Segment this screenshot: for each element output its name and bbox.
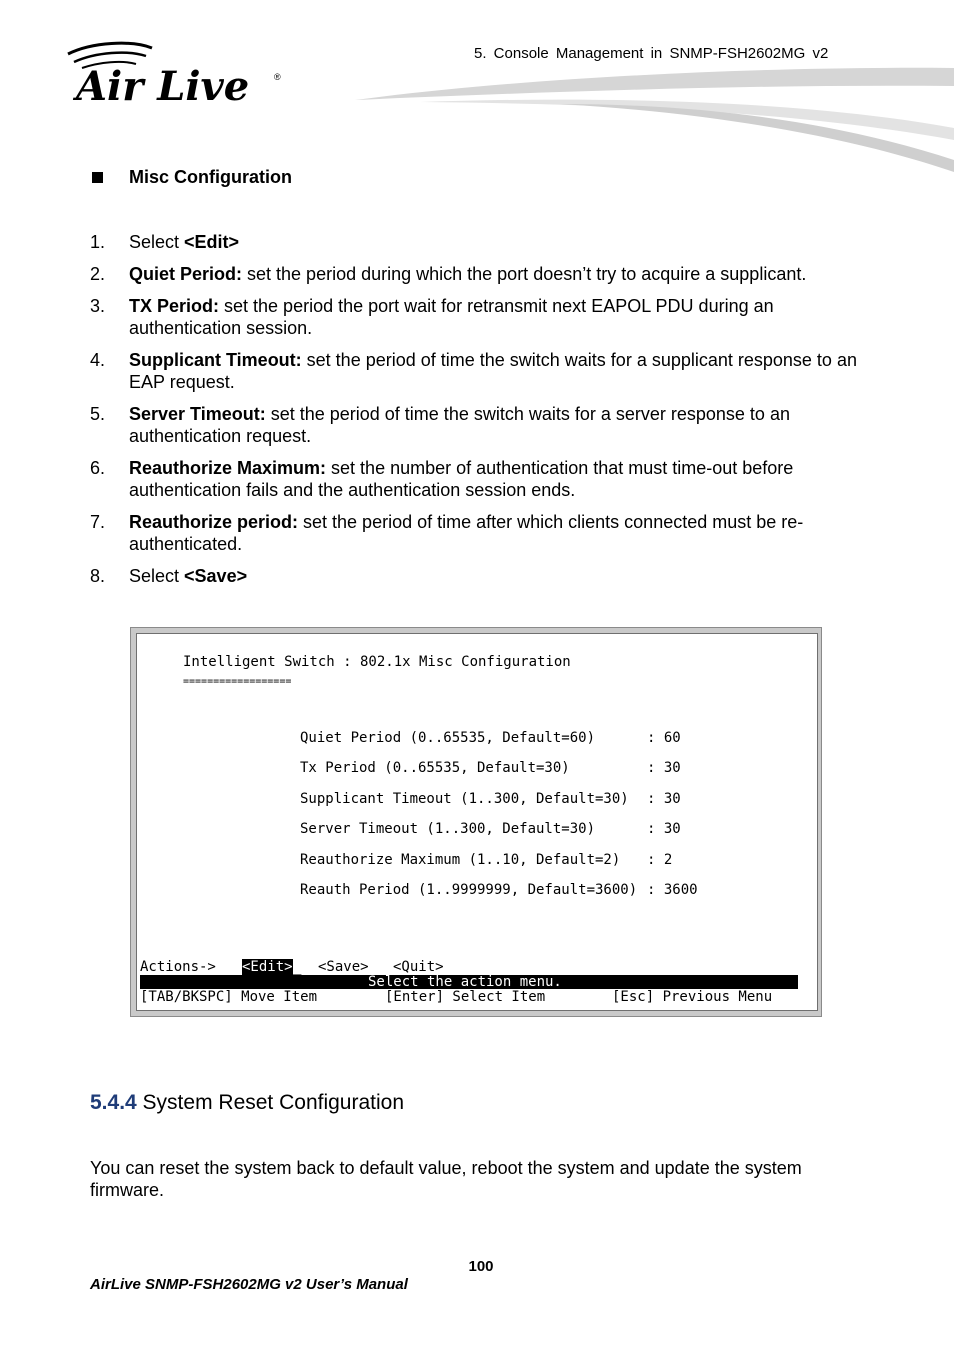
config-row[interactable] [300,730,681,746]
status-message: Select the action menu. [368,974,562,990]
step-item [90,231,870,253]
step-lead: Select [129,566,185,586]
step-item [90,263,870,285]
step-action: <Save> [184,566,248,586]
step-number: 7. [90,512,106,532]
config-label: Reauthorize Maximum (1..10, Default=2) [300,851,621,868]
step-item [90,403,870,447]
step-item [90,457,870,501]
config-label: Server Timeout (1..300, Default=30) [300,821,596,838]
chapter-heading: 5. Console Management in SNMP-FSH2602MG v2 [474,45,829,62]
step-item [90,295,870,339]
save-action[interactable]: <Save> [318,959,369,975]
step-number: 3. [90,296,106,316]
config-value[interactable]: : 2 [647,851,673,868]
terminal-title-underline: ================== [183,676,292,687]
config-value[interactable]: : 30 [647,790,681,807]
steps-list [90,231,870,597]
step-term: Server Timeout: [129,404,266,424]
step-term: Reauthorize period: [129,512,299,532]
section-title: Misc Configuration [129,167,292,187]
step-number: 1. [90,232,106,252]
step-term: Quiet Period: [129,264,243,284]
config-label: Reauth Period (1..9999999, Default=3600) [300,882,638,898]
step-number: 2. [90,264,106,284]
page-number: 100 [468,1258,494,1275]
subsection-title: System Reset Configuration [136,1091,405,1114]
registered-mark: ® [274,72,281,82]
quit-action[interactable]: <Quit> [393,959,444,975]
terminal-screen [136,633,818,1011]
config-row[interactable] [300,821,681,837]
square-bullet-icon [92,172,103,183]
step-number: 8. [90,566,106,586]
manual-footer: AirLive SNMP-FSH2602MG v2 User’s Manual [90,1276,408,1293]
step-description: set the period of time the switch waits for a server response to an authentication request. [129,404,790,446]
step-lead: Select [129,232,185,252]
step-number: 5. [90,404,106,424]
step-description: set the period during which the port doesn’t try to acquire a supplicant. [242,264,807,284]
status-bar [140,975,798,989]
config-label: Quiet Period (0..65535, Default=60) [300,730,596,746]
step-description: set the period the port wait for retransmit next EAPOL PDU during an authentication session. [129,296,774,338]
terminal-title: Intelligent Switch : 802.1x Misc Configuration [183,654,571,670]
step-term: Reauthorize Maximum: [129,458,327,478]
step-description: set the number of authentication that must time-out before authentication fails and the authentication session ends. [129,458,794,500]
step-item [90,511,870,555]
config-row[interactable] [300,791,681,807]
config-value[interactable]: : 3600 [647,882,698,898]
config-value[interactable]: : 60 [647,730,681,746]
config-value[interactable]: : 30 [647,821,681,838]
step-term: Supplicant Timeout: [129,350,302,370]
step-number: 4. [90,350,106,370]
step-description: set the period of time after which clients connected must be re-authenticated. [129,512,804,554]
config-label: Supplicant Timeout (1..300, Default=30) [300,790,629,807]
step-number: 6. [90,458,106,478]
config-row[interactable] [300,852,672,868]
airlive-logo [62,40,292,110]
step-description: set the period of time the switch waits for a supplicant response to an EAP request. [129,350,857,392]
subsection-heading [90,1091,404,1115]
key-help-bar [140,989,800,1069]
config-label: Tx Period (0..65535, Default=30) [300,760,570,777]
edit-action[interactable]: <Edit> [242,959,293,975]
text-cursor: _ [293,959,302,975]
subsection-number: 5.4.4 [90,1091,137,1114]
subsection-paragraph: You can reset the system back to default value, reboot the system and update the system firmware. [90,1158,802,1200]
key-move-item: [TAB/BKSPC] Move Item [140,989,318,1005]
step-item [90,349,870,393]
actions-label: Actions-> [140,959,216,975]
config-row[interactable] [300,882,698,898]
key-previous-menu: [Esc] Previous Menu [612,989,773,1005]
logo-wordmark: Air Live [76,63,250,110]
step-item [90,565,870,587]
key-select-item: [Enter] Select Item [385,989,546,1005]
config-value[interactable]: : 30 [647,760,681,777]
step-term: TX Period: [129,296,220,316]
step-action: <Edit> [184,232,240,252]
config-row[interactable] [300,760,681,776]
